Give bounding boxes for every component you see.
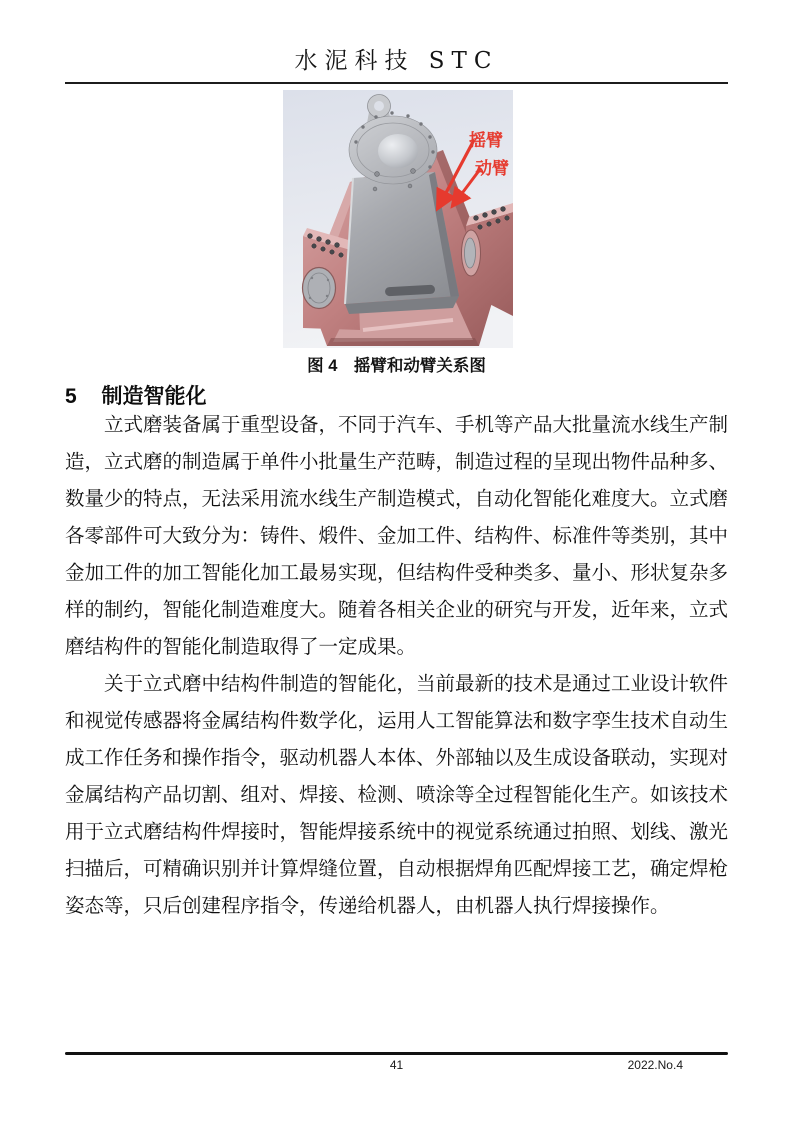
section-number: 5 (65, 385, 77, 408)
paragraph-2: 关于立式磨中结构件制造的智能化，当前最新的技术是通过工业设计软件和视觉传感器将金属结构件数学化，运用人工智能算法和数字孪生技术自动生成工作任务和操作指令，驱动机器人本体、外部轴以及生成设备联动，实现对金属结构产品切割、组对、焊接、检测、喷涂等全过程智能化生产。如该技术用于立式磨结构件焊接时，智能焊接系统中的视觉系统通过拍照、划线、激光扫描后，可精确识别并计算焊缝位置，自动根据焊角匹配焊接工艺，确定焊枪姿态等，只后创建程序指令，传递给机器人，由机器人执行焊接操作。 (65, 674, 729, 917)
rocker-arm-label: 摇臂 (469, 131, 503, 150)
figure-caption: 图 4 摇臂和动臂关系图 (307, 357, 486, 375)
header-divider (65, 82, 728, 84)
issue-number: 2022.No.4 (627, 1058, 683, 1072)
figure-4-image (283, 90, 513, 348)
paragraph-1: 立式磨装备属于重型设备，不同于汽车、手机等产品大批量流水线生产制造，立式磨的制造属于单件小批量生产范畴，制造过程的呈现出物件品种多、数量少的特点，无法采用流水线生产制造模式，自动化智能化难度大。立式磨各零部件可大致分为：铸件、煅件、金加工件、结构件、标准件等类别，其中金加工件的加工智能化加工最易实现，但结构件受种类多、量小、形状复杂多样的制约，智能化制造难度大。随着各相关企业的研究与开发，近年来，立式磨结构件的智能化制造取得了一定成果。 (65, 415, 729, 658)
journal-title: 水泥科技 STC (294, 48, 499, 74)
footer-divider (65, 1052, 728, 1055)
boom-arm-label: 动臂 (475, 159, 509, 178)
section-title: 制造智能化 (101, 385, 207, 408)
page-number: 41 (389, 1058, 404, 1072)
section-heading (65, 380, 728, 410)
body-text (65, 407, 728, 925)
rocker-arm-cad-render (283, 90, 513, 348)
